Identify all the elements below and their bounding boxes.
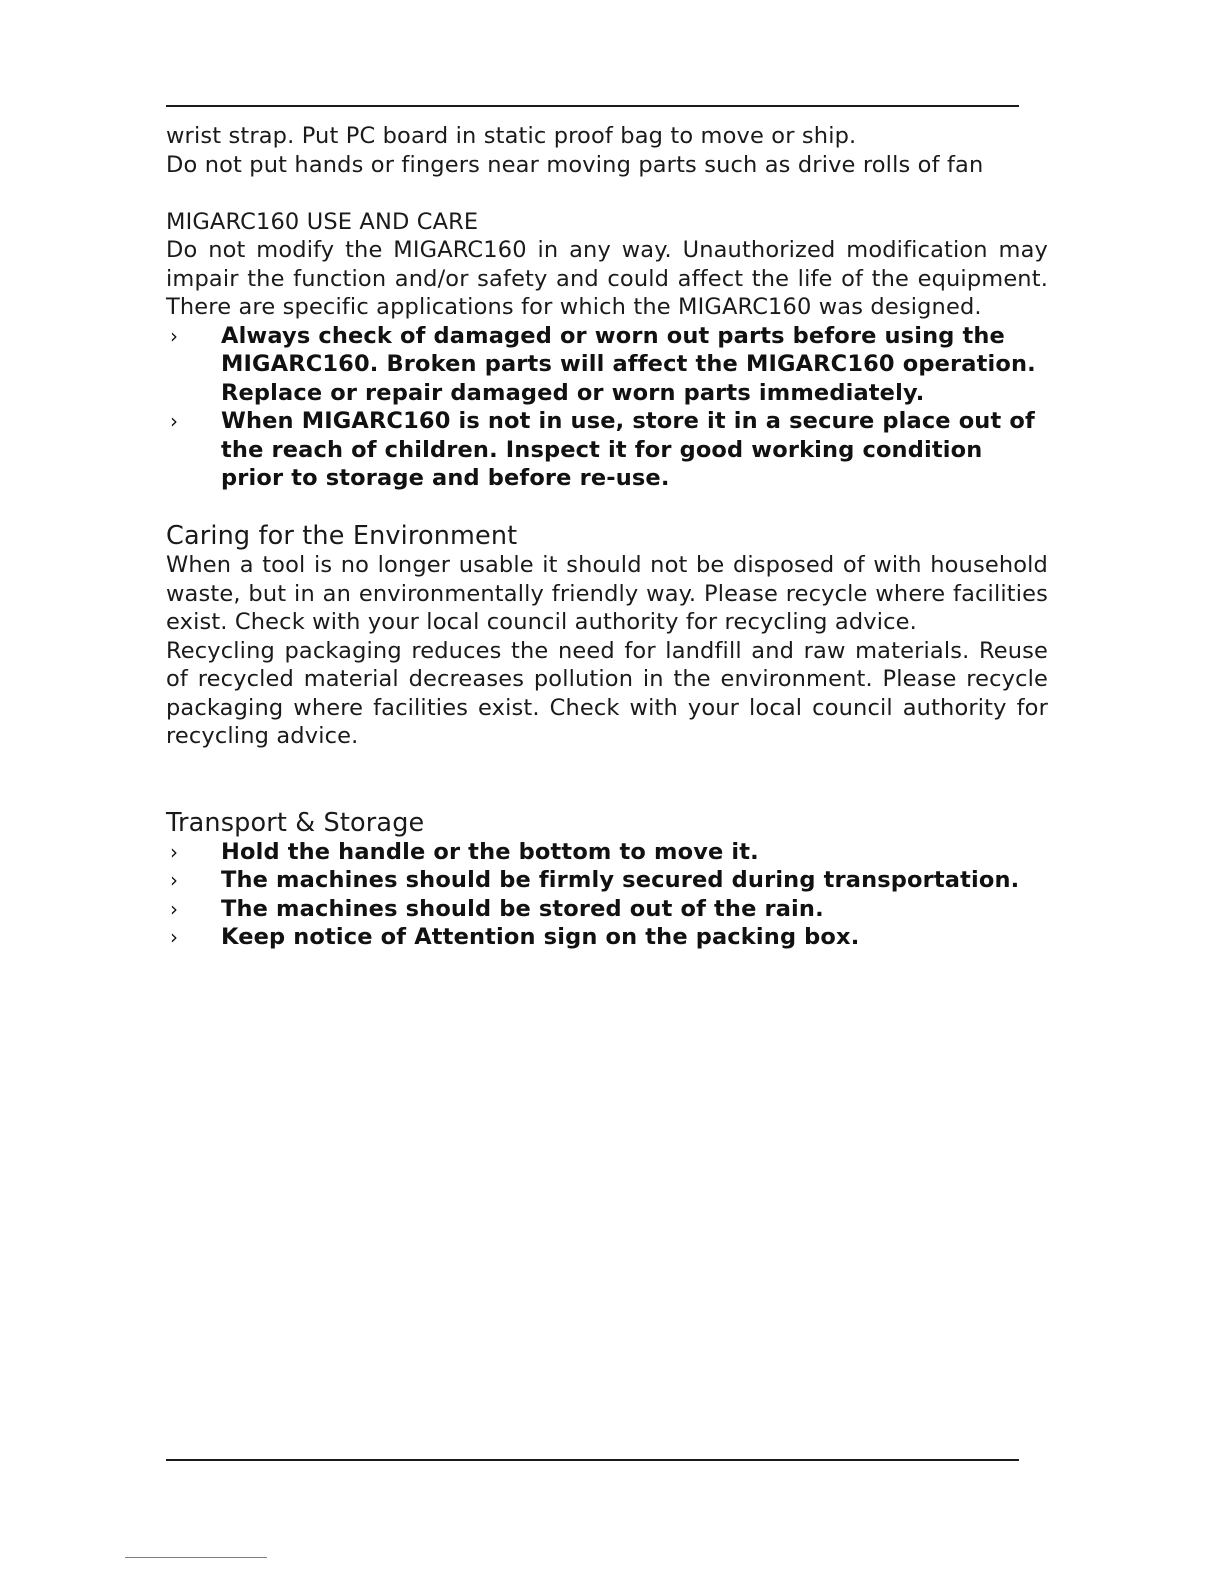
list-item <box>166 322 1048 408</box>
page-content <box>166 122 1048 952</box>
chevron-right-icon: › <box>170 409 179 433</box>
footer-link-underline <box>125 1557 267 1558</box>
list-item <box>166 407 1048 493</box>
footer-rule <box>166 1459 1019 1461</box>
intro-line-1: wrist strap. Put PC board in static proof bag to move or ship. <box>166 123 857 149</box>
use-care-bullets <box>166 322 1048 493</box>
chevron-right-icon: › <box>170 925 179 949</box>
chevron-right-icon: › <box>170 839 179 864</box>
environment-paragraph-1: When a tool is no longer usable it should not be disposed of with household waste, but in an environmentally friendly way. Please recycle where facilities exist. Check with your local council authority for recycling advice. <box>166 552 1048 635</box>
intro-line-2: Do not put hands or fingers near moving parts such as drive rolls of fan <box>166 151 984 178</box>
chevron-right-icon: › <box>170 896 179 921</box>
bullet-text: The machines should be firmly secured during transportation. <box>221 867 1020 893</box>
use-care-heading: MIGARC160 USE AND CARE <box>166 208 479 235</box>
environment-paragraph-2: Recycling packaging reduces the need for landfill and raw materials. Reuse of recycled material decreases pollution in the environment. Please recycle packaging where facilities exist. Check with your local council authority for recycling advice. <box>166 637 1048 749</box>
bullet-text: When MIGARC160 is not in use, store it in a secure place out of the reach of children. Inspect it for good working condition prior to storage and before re-use. <box>221 408 1035 491</box>
bullet-text: Always check of damaged or worn out parts before using the MIGARC160. Broken parts will affect the MIGARC160 operation. Replace or repair damaged or worn parts immediately. <box>221 322 1036 406</box>
chevron-right-icon: › <box>170 323 179 348</box>
header-rule <box>166 105 1019 107</box>
transport-heading: Transport & Storage <box>166 807 425 838</box>
list-item <box>166 923 1048 952</box>
use-care-paragraph: Do not modify the MIGARC160 in any way. Unauthorized modification may impair the function and/or safety and could affect the life of the equipment. There are specific applications for which the MIGARC160 was designed. <box>166 237 1048 320</box>
chevron-right-icon: › <box>170 868 179 892</box>
transport-bullets <box>166 838 1048 952</box>
bullet-text: Hold the handle or the bottom to move it. <box>221 838 759 865</box>
list-item <box>166 838 1048 867</box>
bullet-text: The machines should be stored out of the rain. <box>221 895 824 922</box>
list-item <box>166 895 1048 924</box>
bullet-text: Keep notice of Attention sign on the packing box. <box>221 924 860 950</box>
list-item <box>166 866 1048 895</box>
environment-heading: Caring for the Environment <box>166 521 518 551</box>
